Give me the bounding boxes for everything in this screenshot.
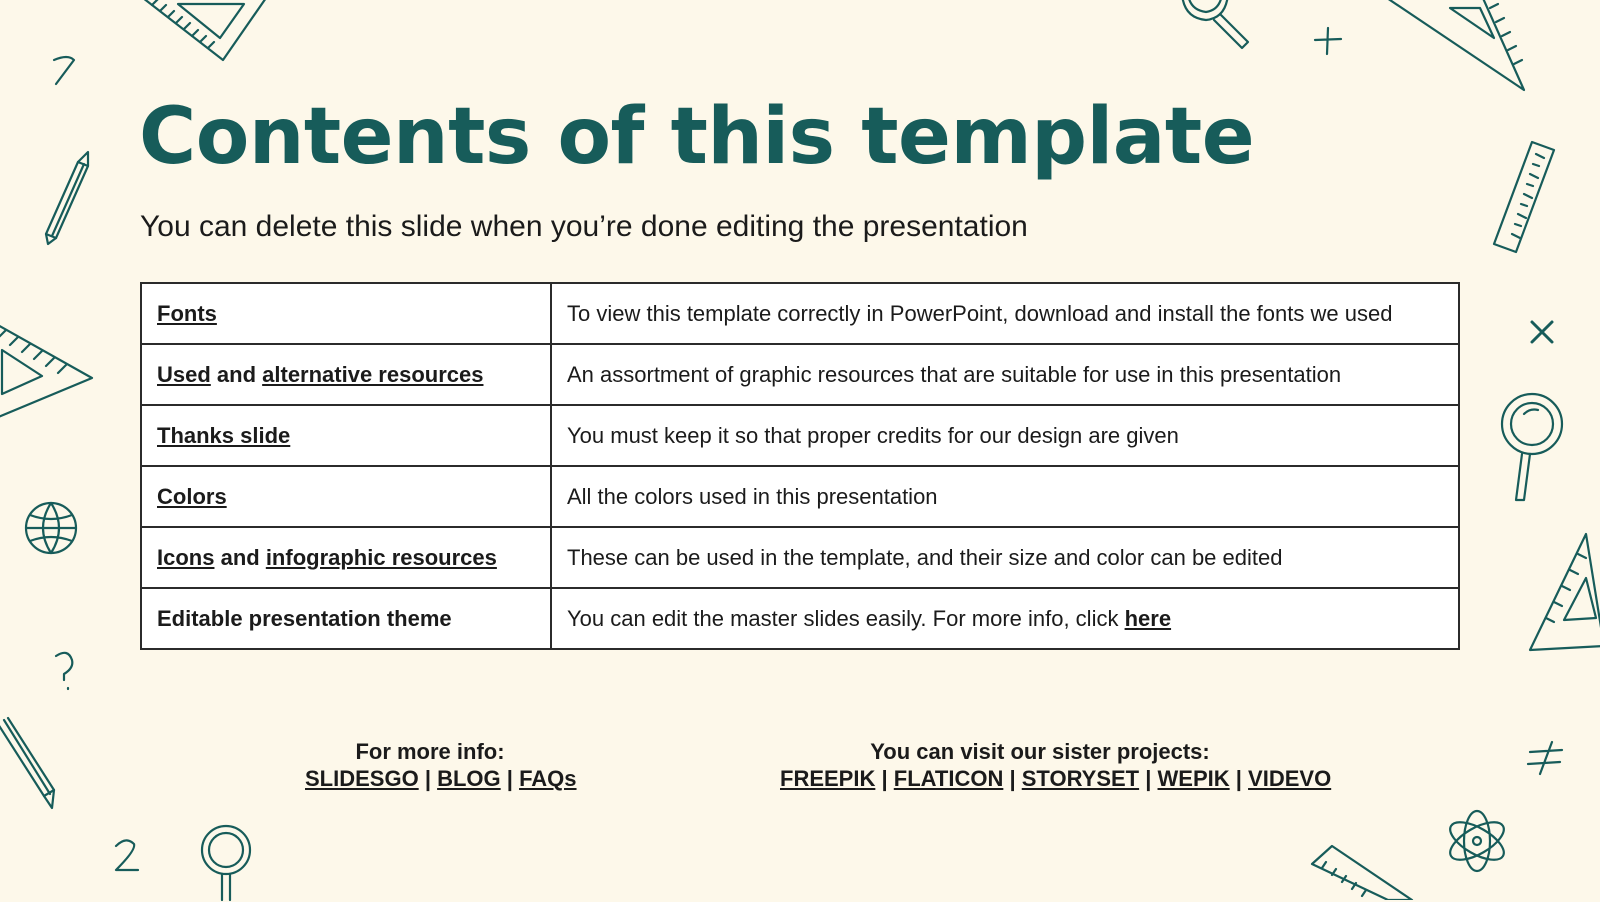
times-icon	[1528, 318, 1556, 346]
table-cell-description: To view this template correctly in PowerPoint, download and install the fonts we used	[551, 283, 1459, 344]
connector-text: and	[214, 544, 266, 570]
table-cell-topic	[141, 527, 551, 588]
contents-table	[140, 282, 1460, 650]
magnifier-icon	[1176, 0, 1266, 62]
footer-heading: You can visit our sister projects:	[870, 739, 1210, 764]
table-cell-topic	[141, 466, 551, 527]
atom-icon	[1442, 806, 1512, 876]
set-square-icon	[0, 318, 98, 428]
table-row	[141, 344, 1459, 405]
faqs-link[interactable]: FAQs	[519, 766, 577, 791]
separator: |	[1009, 766, 1016, 791]
magnifier-icon	[196, 822, 258, 902]
ruler-icon	[1308, 840, 1418, 900]
footer-links	[780, 765, 1332, 792]
table-row	[141, 405, 1459, 466]
footer-more-info	[305, 738, 577, 792]
infographic-resources-link[interactable]: infographic resources	[265, 544, 497, 570]
pencil-icon	[0, 716, 64, 812]
flaticon-link[interactable]: FLATICON	[893, 766, 1004, 791]
separator: |	[506, 766, 513, 791]
fonts-link[interactable]: Fonts	[157, 300, 217, 326]
set-square-icon	[1524, 528, 1600, 656]
videvo-link[interactable]: VIDEVO	[1248, 766, 1332, 791]
icons-link[interactable]: Icons	[157, 544, 215, 570]
table-cell-topic	[141, 405, 551, 466]
ruler-icon	[1490, 138, 1560, 260]
connector-text: and	[210, 361, 263, 387]
description-text: You can edit the master slides easily. For more info, click	[567, 605, 1125, 631]
globe-icon	[20, 498, 82, 558]
used-resources-link[interactable]: Used	[157, 361, 211, 387]
table-cell-description: These can be used in the template, and their size and color can be edited	[551, 527, 1459, 588]
number-two-icon	[108, 836, 144, 876]
set-square-icon	[138, 0, 273, 65]
table-cell-topic	[141, 283, 551, 344]
footer-heading: For more info:	[355, 739, 505, 764]
separator: |	[1235, 766, 1242, 791]
separator: |	[1145, 766, 1152, 791]
slidesgo-link[interactable]: SLIDESGO	[305, 766, 419, 791]
blog-link[interactable]: BLOG	[437, 766, 501, 791]
footer-links	[305, 765, 577, 792]
footer-sister-projects	[780, 738, 1332, 792]
table-cell-topic	[141, 344, 551, 405]
table-row	[141, 588, 1459, 649]
table-cell-description: An assortment of graphic resources that are suitable for use in this presentation	[551, 344, 1459, 405]
table-cell-topic: Editable presentation theme	[141, 588, 551, 649]
set-square-icon	[1378, 0, 1528, 100]
question-mark-icon	[50, 648, 80, 692]
plus-icon	[1312, 24, 1344, 58]
table-row	[141, 283, 1459, 344]
thanks-slide-link[interactable]: Thanks slide	[157, 422, 291, 448]
not-equal-icon	[1524, 738, 1568, 778]
separator: |	[881, 766, 888, 791]
freepik-link[interactable]: FREEPIK	[780, 766, 876, 791]
storyset-link[interactable]: STORYSET	[1021, 766, 1140, 791]
here-link[interactable]: here	[1124, 605, 1172, 631]
magnifier-icon	[1496, 390, 1568, 506]
table-row	[141, 527, 1459, 588]
colors-link[interactable]: Colors	[157, 483, 227, 509]
pencil-icon	[38, 148, 96, 248]
alternative-resources-link[interactable]: alternative resources	[262, 361, 484, 387]
page-subtitle: You can delete this slide when you’re done editing the presentation	[140, 210, 1028, 243]
wepik-link[interactable]: WEPIK	[1157, 766, 1230, 791]
table-cell-description: All the colors used in this presentation	[551, 466, 1459, 527]
table-cell-description: You must keep it so that proper credits for our design are given	[551, 405, 1459, 466]
page-title: Contents of this template	[139, 92, 1255, 182]
table-cell-description	[551, 588, 1459, 649]
slash-mark-icon	[48, 52, 82, 88]
table-row	[141, 466, 1459, 527]
separator: |	[424, 766, 431, 791]
